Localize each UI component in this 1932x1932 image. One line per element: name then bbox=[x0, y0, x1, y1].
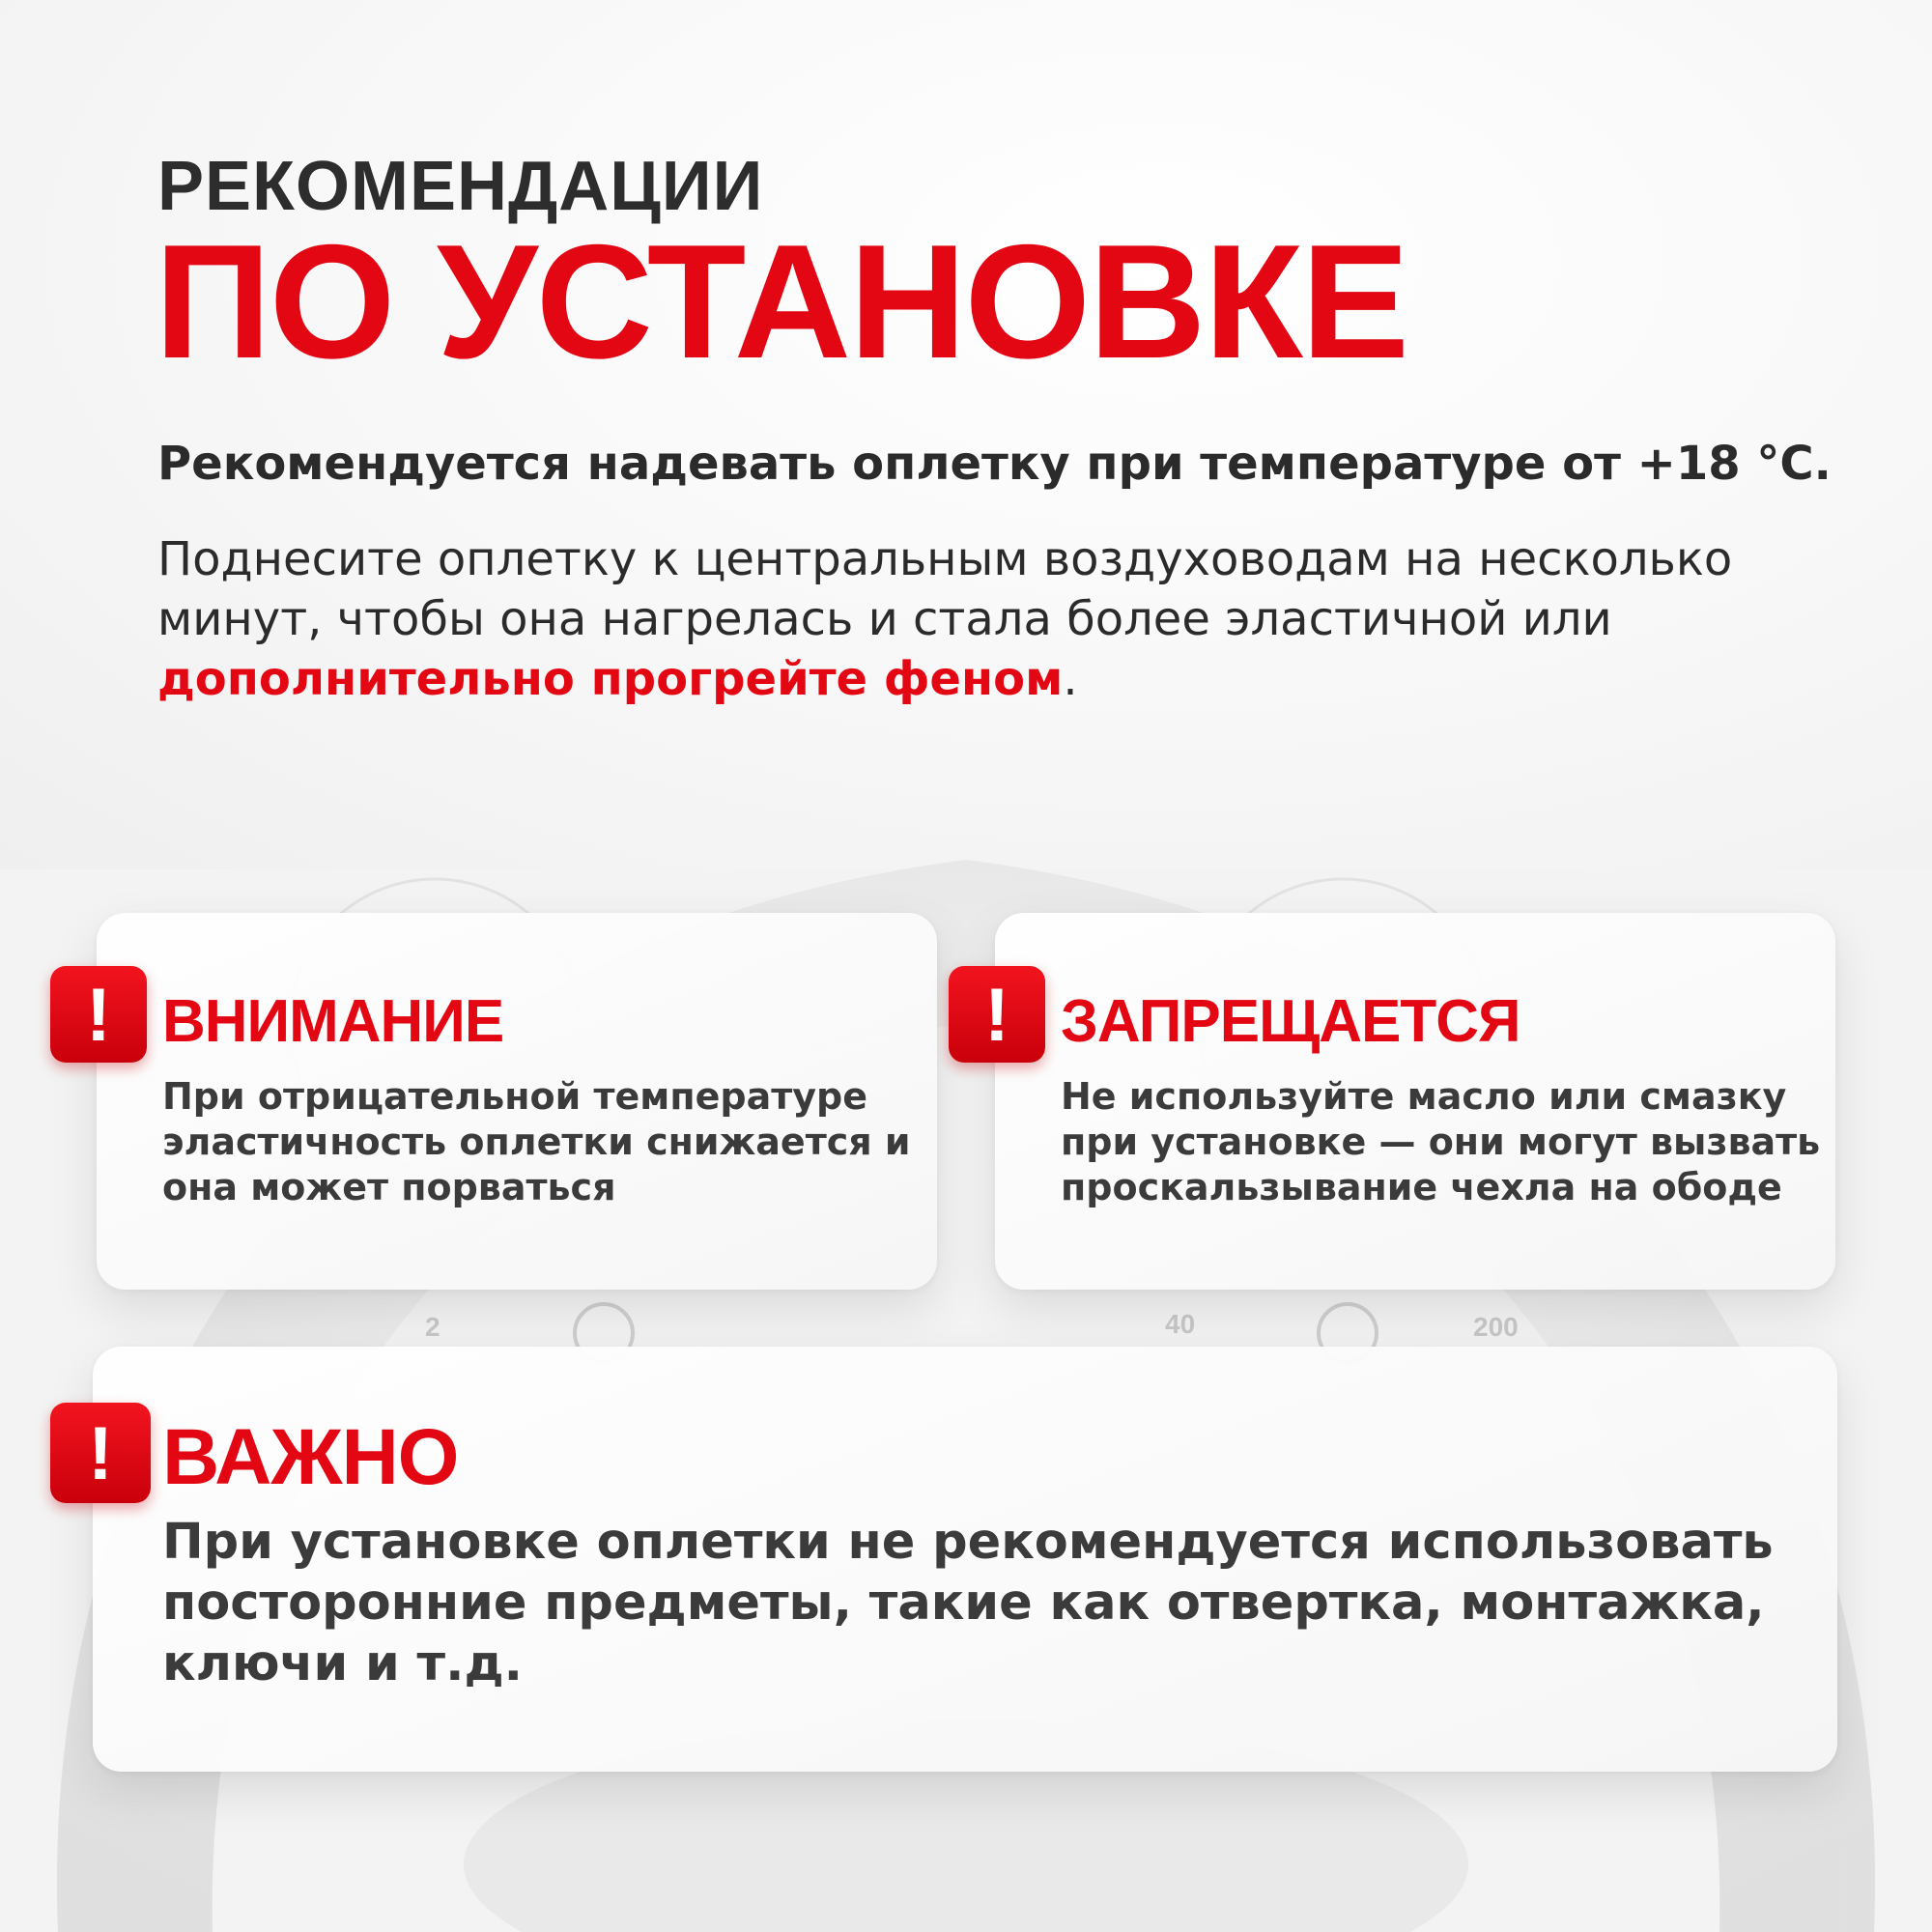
warming-instructions bbox=[157, 529, 1877, 709]
attention-title: ВНИМАНИЕ bbox=[162, 988, 504, 1055]
forbidden-title: ЗАПРЕЩАЕТСЯ bbox=[1061, 988, 1520, 1055]
attention-text: При отрицательной температуре эластичность оплетки снижается и она может порваться bbox=[162, 1075, 911, 1208]
forbidden-text: Не используйте масло или смазку при установке — они могут вызвать проскальзывание чехла на ободе bbox=[1061, 1075, 1821, 1208]
gauge-label-200: 200 bbox=[1473, 1312, 1519, 1342]
exclamation-icon: ! bbox=[50, 1403, 151, 1503]
important-text: При установке оплетки не рекомендуется использовать посторонние предметы, такие как отвертка, монтажка, ключи и т.д. bbox=[162, 1514, 1774, 1692]
gauge-label-2: 2 bbox=[425, 1312, 440, 1342]
page-subtitle: РЕКОМЕНДАЦИИ bbox=[157, 148, 764, 225]
exclamation-icon: ! bbox=[50, 966, 147, 1063]
hairdryer-highlight: дополнительно прогрейте феном bbox=[157, 652, 1064, 706]
exclamation-icon: ! bbox=[949, 966, 1045, 1063]
warming-text: Поднесите оплетку к центральным воздуховодам на несколько минут, чтобы она нагрелась и стала более эластичной или bbox=[157, 532, 1733, 646]
warming-text-end: . bbox=[1063, 652, 1078, 706]
page-title: ПО УСТАНОВКЕ bbox=[155, 211, 1408, 392]
important-title: ВАЖНО bbox=[162, 1413, 459, 1501]
temperature-recommendation: Рекомендуется надевать оплетку при температуре от +18 °С. bbox=[157, 437, 1832, 491]
gauge-label-40: 40 bbox=[1165, 1309, 1196, 1339]
